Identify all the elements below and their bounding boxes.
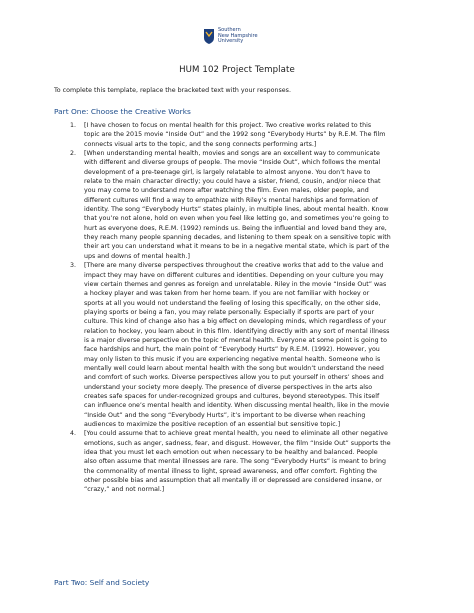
paragraph-line: [I have chosen to focus on mental health for this project. Two creative works related to this — [84, 122, 372, 129]
paragraph-line: relate to the main character directly; you could have a sister, friend, cousin, and/or niece that — [84, 178, 381, 186]
paragraph-line: view certain themes and genres as foreign and unrelatable. Riley in the movie “Inside Out” was — [84, 280, 387, 288]
paragraph-line: development of a pre-teenage girl, is largely relatable to almost anyone. You don’t have to — [84, 168, 371, 176]
shield-icon — [204, 29, 214, 44]
intro-instructions: To complete this template, replace the bracketed text with your responses. — [54, 87, 291, 94]
paragraph-line: that you’re not alone, hold on even when you feel like letting go, and sometimes you’re going to — [84, 215, 389, 223]
list-item-number: 3. — [70, 262, 77, 270]
paragraph-line: idea that you must let each emotion out when necessary to be healthy and balanced. People — [84, 449, 378, 457]
paragraph-line: face hardships and hurt, the main point of “Everybody Hurts” by R.E.M. (1992). However, you — [84, 346, 380, 354]
paragraph-line: ups and downs of mental health.] — [84, 252, 190, 260]
part-two-heading: Part Two: Self and Society — [54, 578, 150, 587]
list-item — [70, 149, 424, 261]
paragraph-line: different cultures will find a way to empathize with Riley’s mental hardships and formation of — [84, 196, 378, 204]
paragraph-line: understand your society more deeply. The presence of diverse perspectives in the arts also — [84, 383, 373, 391]
university-logo — [204, 28, 258, 45]
paragraph-line: connects visual arts to the topic, and the song connects performing arts.] — [84, 140, 317, 148]
paragraph-line: you may come to understand more after watching the film. Even males, older people, and — [84, 187, 369, 195]
paragraph-line: culture. This kind of change also has a big effect on developing minds, which regardless of your — [84, 318, 387, 326]
paragraph-line: mentally well could learn about mental health with the song but wouldn’t understand the need — [84, 364, 384, 372]
university-name — [218, 28, 258, 45]
paragraph-line: [There are many diverse perspectives throughout the creative works that add to the value and — [84, 262, 384, 270]
list-item-number: 4. — [70, 430, 77, 438]
paragraph-line: the commonality of mental illness to light, spread awareness, and offer comfort. Fighting the — [84, 467, 378, 475]
list-item-number: 1. — [70, 122, 77, 129]
part-one-heading: Part One: Choose the Creative Works — [54, 107, 191, 116]
paragraph-line: “Inside Out” and the song “Everybody Hurts”, it’s important to be diverse when reaching — [84, 411, 366, 419]
paragraph-line: can influence one’s mental health and identity. When discussing mental health, like in the movie — [84, 402, 390, 410]
paragraph-line: and comfort of such works. Diverse perspectives allow you to put yourself in others’ shoes and — [84, 374, 384, 382]
paragraph-line: with different and diverse groups of people. The movie “Inside Out”, which follows the mental — [84, 159, 381, 167]
list-item-number: 2. — [70, 150, 77, 158]
paragraph-line: topic are the 2015 movie “Inside Out” and the 1992 song “Everybody Hurts” by R.E.M. The film — [84, 131, 386, 139]
document-title: HUM 102 Project Template — [179, 65, 295, 75]
list-item — [70, 121, 424, 149]
paragraph-line: creates safe spaces for under-recognized groups and cultures, beyond stereotypes. This itself — [84, 392, 380, 400]
logo-line-2: New Hampshire — [218, 32, 258, 39]
paragraph-line: relation to hockey, you learn about in this film. Identifying directly with any sort of mental illness — [84, 327, 390, 335]
paragraph-line: identity. The song “Everybody Hurts” states plainly, in multiple lines, about mental health. Know — [84, 206, 389, 214]
paragraph-line: [You could assume that to achieve great mental health, you need to eliminate all other negative — [84, 430, 388, 438]
paragraph-line: their art you can understand what it means to be in a negative mental state, which is part of the — [84, 243, 390, 251]
paragraph-line: other possible bias and assumption that all mentally ill or depressed are considered insane, or — [84, 477, 382, 485]
list-item — [70, 261, 424, 429]
paragraph-line: [When understanding mental health, movies and songs are an excellent way to communicate — [84, 150, 380, 158]
paragraph-line: a hockey player and was taken from her home team. If you are not familiar with hockey or — [84, 290, 370, 298]
paragraph-line: hurt as everyone does, R.E.M. (1992) reminds us. Being the influential and loved band they are, — [84, 224, 387, 232]
paragraph-line: “crazy,” and not normal.] — [84, 486, 165, 494]
list-item — [70, 429, 424, 494]
paragraph-line: audiences to maximize the positive reception of an essential but sensitive topic.] — [84, 421, 341, 428]
paragraph-line: may only listen to this music if you are experiencing negative mental health. Someone who is — [84, 355, 381, 363]
paragraph-line: playing sports or being a fan, you may relate personally. Especially if sports are part of your — [84, 308, 375, 316]
paragraph-line: emotions, such as anger, sadness, fear, and disgust. However, the film “Inside Out” supports the — [84, 439, 391, 447]
paragraph-line: impact they may have on different cultures and identities. Depending on your culture you may — [84, 271, 384, 279]
response-list — [70, 121, 424, 495]
logo-line-1: Southern — [218, 27, 241, 33]
paragraph-line: sports at all you would not understand the feeling of losing this specifically, on the other side, — [84, 299, 381, 307]
logo-line-3: University — [218, 38, 244, 44]
paragraph-line: is a major diverse perspective on the topic of mental health. Everyone at some point is going to — [84, 336, 387, 344]
paragraph-line: they reach many people spanning decades, and listening to them speak on a sensitive topic with — [84, 234, 391, 242]
paragraph-line: also often assume that mental illnesses are rare. The song “Everybody Hurts” is meant to bring — [84, 458, 387, 466]
